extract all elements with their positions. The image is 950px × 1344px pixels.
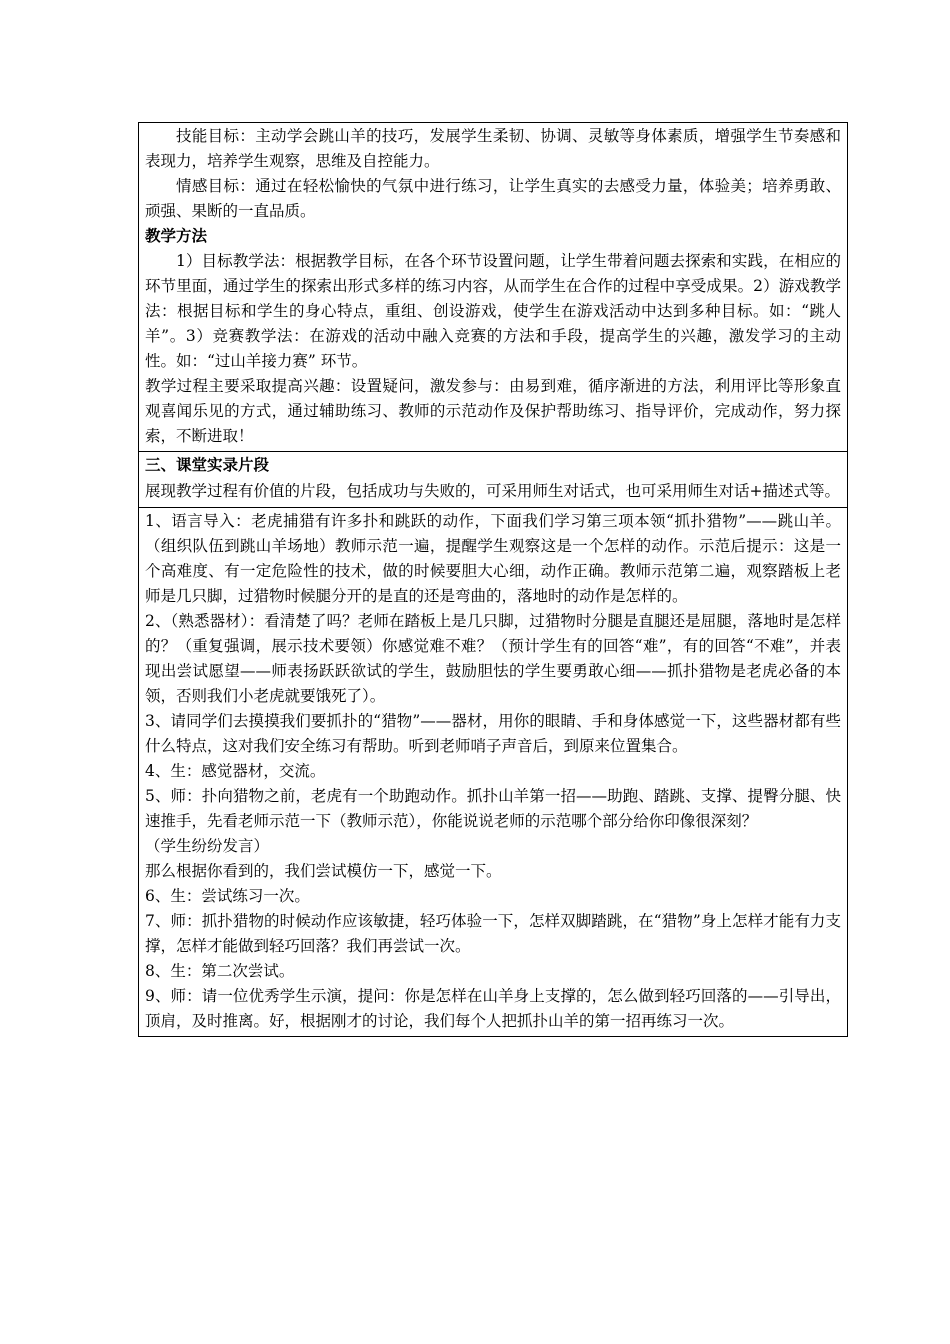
record-item-student-remarks: （学生纷纷发言） (145, 837, 270, 855)
skill-goal-text: 技能目标：主动学会跳山羊的技巧，发展学生柔韧、协调、灵敏等身体素质，增强学生节奏感和表现力，培养学生观察，思维及自控能力。 (145, 127, 841, 170)
record-item-7: 7、师：抓扑猎物的时候动作应该敏捷，轻巧体验一下，怎样双脚踏跳，在“猎物”身上怎样才能有力支撑，怎样才能做到轻巧回落？我们再尝试一次。 (145, 912, 841, 955)
section3-header-row (139, 452, 848, 508)
lesson-table (138, 122, 848, 1037)
classroom-record-row (139, 508, 848, 1037)
record-item-5: 5、师：扑向猎物之前，老虎有一个助跑动作。抓扑山羊第一招——助跑、踏跳、支撑、提臀分腿、快速推手，先看老师示范一下（教师示范），你能说说老师的示范哪个部分给你印像很深刻？ (145, 787, 841, 830)
record-item-4: 4、生：感觉器材，交流。 (145, 762, 326, 780)
record-item-8: 8、生：第二次尝试。 (145, 962, 295, 980)
section3-header-cell (139, 452, 848, 508)
record-item-1: 1、语言导入：老虎捕猎有许多扑和跳跃的动作，下面我们学习第三项本领“抓扑猎物”——跳山羊。（组织队伍到跳山羊场地）教师示范一遍，提醒学生观察这是一个怎样的动作。示范后提示：这是一个高难度、有一定危险性的技术，做的时候要胆大心细，动作正确。教师示范第二遍，观察踏板上老师是几只脚，过猎物时候腿分开的是直的还是弯曲的，落地时的动作是怎样的。 (145, 512, 841, 605)
record-item-3: 3、请同学们去摸摸我们要抓扑的“猎物”——器材，用你的眼睛、手和身体感觉一下，这些器材都有些什么特点，这对我们安全练习有帮助。听到老师哨子声音后，到原来位置集合。 (145, 712, 841, 755)
record-item-6: 6、生：尝试练习一次。 (145, 887, 310, 905)
goals-methods-cell (139, 123, 848, 452)
section3-description: 展现教学过程有价值的片段，包括成功与失败的，可采用师生对话式，也可采用师生对话+描述式等。 (145, 482, 840, 500)
record-item-2: 2、（熟悉器材）：看清楚了吗？老师在踏板上是几只脚，过猎物时分腿是直腿还是屈腿，落地时是怎样的？（重复强调，展示技术要领）你感觉难不难？（预计学生有的回答“难”，有的回答“不难”，并表现出尝试愿望——师表扬跃跃欲试的学生，鼓励胆怯的学生要勇敢心细——抓扑猎物是老虎必备的本领，否则我们小老虎就要饿死了）。 (145, 612, 841, 705)
lesson-document (138, 122, 848, 1037)
classroom-record-cell (139, 508, 848, 1037)
section3-title: 三、课堂实录片段 (145, 456, 270, 474)
record-item-imitate: 那么根据你看到的，我们尝试模仿一下，感觉一下。 (145, 862, 502, 880)
emotion-goal-text: 情感目标：通过在轻松愉快的气氛中进行练习，让学生真实的去感受力量，体验美；培养勇敢、顽强、果断的一直品质。 (145, 177, 841, 220)
teaching-process-text: 教学过程主要采取提高兴趣：设置疑问，激发参与：由易到难，循序渐进的方法，利用评比等形象直观喜闻乐见的方式，通过辅助练习、教师的示范动作及保护帮助练习、指导评价，完成动作，努力探索，不断进取！ (145, 377, 841, 445)
teaching-method-heading: 教学方法 (145, 227, 208, 245)
record-item-9: 9、师：请一位优秀学生示演，提问：你是怎样在山羊身上支撑的，怎么做到轻巧回落的——引导出，顶肩，及时推离。好，根据刚才的讨论，我们每个人把抓扑山羊的第一招再练习一次。 (145, 987, 841, 1030)
teaching-methods-text: 1）目标教学法：根据教学目标，在各个环节设置问题，让学生带着问题去探索和实践，在相应的环节里面，通过学生的探索出形式多样的练习内容，从而学生在合作的过程中享受成果。2）游戏教学法：根据目标和学生的身心特点，重组、创设游戏，使学生在游戏活动中达到多种目标。如：“跳人羊”。3）竞赛教学法：在游戏的活动中融入竞赛的方法和手段，提高学生的兴趣，激发学习的主动性。如：“过山羊接力赛” 环节。 (145, 252, 841, 370)
goals-methods-row (139, 123, 848, 452)
